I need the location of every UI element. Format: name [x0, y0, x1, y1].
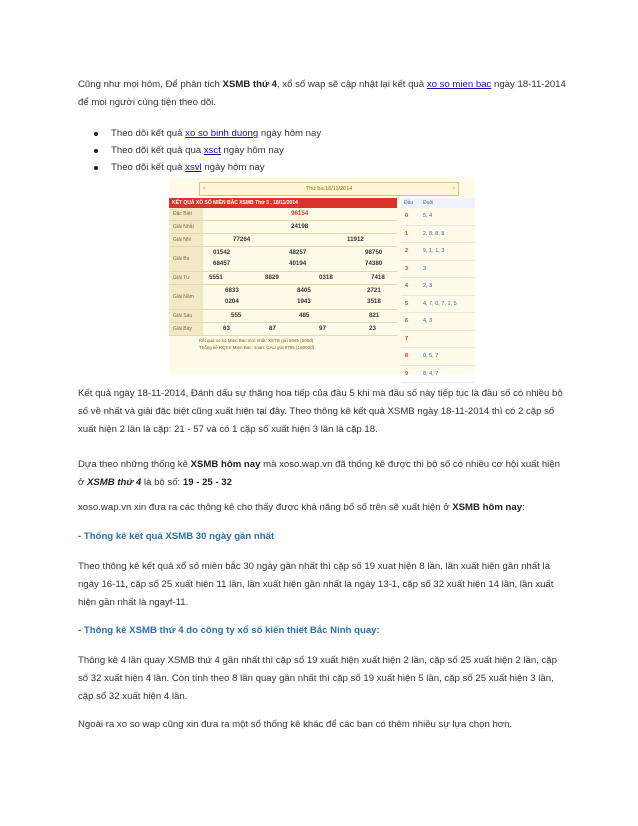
prize-number: 40194	[289, 260, 307, 267]
prize-label: Giải Năm	[169, 285, 203, 309]
table-row	[401, 313, 475, 331]
intro-text: Cũng như mọi hôm, Để phân tích	[78, 79, 223, 90]
date-bar	[199, 182, 459, 196]
paragraph-dua-theo	[78, 456, 568, 492]
text: mà xoso.wap.vn đã thống kê được thì bộ số có nhiều cơ hội xuất hiện ở	[78, 459, 560, 488]
duoi-digits: 4, 3	[423, 318, 433, 324]
prize-number: 24198	[291, 223, 309, 230]
prize-number: 2721	[367, 287, 381, 294]
dau-duoi-header	[401, 198, 475, 208]
table-row	[401, 278, 475, 296]
prize-label: Giải Nhì	[169, 234, 203, 246]
dau-digit: 7	[405, 335, 409, 342]
result-footer	[169, 336, 397, 351]
duoi-digits: 0, 5, 7	[423, 353, 439, 359]
prize-label: Giải Sáu	[169, 310, 203, 322]
prize-number: 87	[269, 325, 276, 332]
duoi-header: Đuôi	[423, 200, 434, 206]
duoi-digits: 8, 4, 7	[423, 370, 439, 377]
prize-number: 23	[369, 325, 376, 332]
result-date: Thứ ba,18/11/2014	[305, 186, 353, 192]
dau-digit: 9	[405, 370, 409, 377]
table-row	[401, 331, 475, 349]
list-item	[78, 159, 568, 176]
table-row	[169, 285, 397, 310]
dau-digit: 1	[405, 230, 409, 237]
paragraph-closing: Ngoài ra xo so wap cũng xin đưa ra một số thống kê khác để các bạn có thêm nhiều sự lựa chọn hơn.	[78, 719, 513, 730]
footer-line: Kết quả xo so Mien Bac mới nhất: XSTD gửi 8085 (500đ)	[199, 338, 314, 343]
bullet-text: ngày hôm nay	[220, 145, 284, 156]
text: là bộ số:	[141, 477, 183, 488]
bold-xsmb-thu-4: XSMB thứ 4	[86, 477, 142, 488]
paragraph-bac-ninh: Thông kê 4 lần quay XSMB thứ 4 gần nhất thì cặp số 19 xuất hiện xuất hiện 2 lần, cặp số 25 xuất hiện 2 lần, cặp số 32 xuất hiện 4 lần. Còn tính theo 8 lần quay gần nhất thì cặp số 19 xuất hiện 5 lần, cặp số 25 xuất hiện 3 lần, cặp số 32 xuất hiện 4 lần.	[78, 655, 557, 702]
table-row	[169, 323, 397, 336]
text: xoso.wap.vn xin đưa ra các thông kê cho thấy được khả năng bố số trên sẽ xuất hiện ở	[78, 502, 453, 513]
intro-bold-xsmb: XSMB thứ 4	[222, 79, 277, 90]
dau-digit: 8	[405, 353, 409, 359]
prize-label: Giải Ba	[169, 247, 203, 271]
prize-number: 98750	[365, 249, 383, 256]
result-table	[169, 198, 397, 351]
table-row	[169, 247, 397, 272]
prize-number: 5551	[209, 274, 223, 281]
section-heading-bac-ninh: - Thông kê XSMB thứ 4 do công ty xổ số kiến thiết Bắc Ninh quay:	[78, 625, 380, 636]
table-row	[401, 296, 475, 314]
bullet-text: ngày hôm nay	[258, 128, 322, 139]
prize-label: Giải Tư	[169, 272, 203, 284]
prize-number: 821	[369, 312, 380, 319]
link-xsct[interactable]: xsct	[203, 145, 221, 156]
dau-digit: 4	[405, 283, 409, 289]
paragraph-ket-qua: Kết quả ngày 18-11-2014, Đánh dấu sự thăng hoa tiếp của đầu 5 khi mà đầu số này tiếp tục là đầu số có nhiều bộ số về nhất và giải đặc biệt cũng xuất hiện tại đây. Theo thông kê kết quả XSMB ngày 18-11-2014 thì có 2 cặp số xuất hiện 2 lần là cặp: 21 - 57 và có 1 cặp số xuất hiện 3 lần là cặp 18.	[78, 388, 563, 435]
prize-number: 63	[223, 325, 230, 332]
table-row	[169, 221, 397, 234]
dau-digit: 0	[405, 213, 409, 219]
paragraph-xoso	[78, 499, 568, 517]
footer-line: Thống kê KQXS Mien Bac: soạn: CAU gửi 8785 (15000đ)	[199, 345, 315, 350]
table-row	[401, 366, 475, 384]
dau-duoi-table	[401, 198, 475, 383]
link-xo-so-binh-duong[interactable]: xo so binh duong	[185, 128, 259, 139]
prize-number: 3518	[367, 298, 381, 305]
dau-header: Đầu	[404, 200, 414, 206]
bullet-text: Theo dõi kết quả	[111, 128, 186, 139]
intro-text-3: ngày 18-11-2014 để mọi người cùng tiện theo dõi.	[78, 79, 566, 108]
dau-digit: 3	[405, 265, 409, 272]
table-row	[169, 208, 397, 221]
bold-xsmb-hom-nay: XSMB hôm nay	[452, 502, 523, 513]
prize-number: 8405	[297, 287, 311, 294]
duoi-digits: 2, 8, 8, 8	[423, 230, 445, 237]
dau-digit: 2	[405, 248, 409, 254]
duoi-digits: 5, 4	[423, 213, 433, 219]
bullet-text: Theo dõi kết quả qua	[111, 145, 204, 156]
table-row	[401, 348, 475, 366]
prize-label: Giải Nhất	[169, 221, 203, 233]
list-item	[78, 142, 568, 159]
prize-number: 11912	[347, 236, 364, 243]
prize-number: 96154	[291, 210, 309, 217]
link-xo-so-mien-bac[interactable]: xo so mien bac	[426, 79, 492, 90]
dau-digit: 5	[405, 300, 409, 307]
prize-number: 48257	[289, 249, 307, 256]
chevron-left-icon: ‹	[203, 185, 206, 192]
prize-number: 97	[319, 325, 326, 332]
table-row	[169, 310, 397, 323]
bullet-list	[78, 125, 568, 176]
prize-label: Đặc Biệt	[169, 208, 203, 220]
intro-paragraph	[78, 76, 568, 112]
prize-number: 8829	[265, 274, 279, 281]
table-row	[401, 208, 475, 226]
prize-number: 1943	[297, 298, 311, 305]
bold-xsmb-hom-nay: XSMB hôm nay	[190, 459, 261, 470]
lottery-result-image	[169, 178, 475, 377]
duoi-digits: 9, 1, 1, 3	[423, 248, 445, 254]
section-heading-30-days: - Thống kê kết quả XSMB 30 ngày gần nhất	[78, 531, 275, 542]
text: :	[522, 502, 525, 513]
prize-number: 68457	[213, 260, 231, 267]
table-row	[401, 226, 475, 244]
duoi-digits: 3	[423, 265, 427, 272]
prize-number: 0204	[225, 298, 239, 305]
dau-digit: 6	[405, 318, 409, 324]
result-banner: KẾT QUẢ XỔ SỐ MIỀN BẮC XSMB Thứ 3 , 18/11/2014	[169, 198, 397, 208]
prize-label: Giải Bảy	[169, 323, 203, 335]
prize-number: 77264	[233, 236, 251, 243]
duoi-digits: 4, 7, 0, 7, 1, 5	[423, 300, 457, 307]
table-row	[169, 272, 397, 285]
prize-number: 555	[231, 312, 242, 319]
bullet-text: ngày hôm nay	[201, 162, 265, 173]
prize-number: 74380	[365, 260, 383, 267]
list-item	[78, 125, 568, 142]
table-row	[169, 234, 397, 247]
chevron-right-icon: ›	[452, 185, 455, 192]
table-row	[401, 243, 475, 261]
table-row	[401, 261, 475, 279]
text: Dựa theo những thống kê	[78, 459, 191, 470]
intro-text-2: , xổ số wap sẽ cập nhật lại kết quả	[276, 79, 427, 90]
prize-number: 0318	[319, 274, 333, 281]
link-xsvl[interactable]: xsvl	[185, 162, 202, 173]
paragraph-30-days: Theo thông kê kết quả xổ số miền bắc 30 ngày gần nhất thì cặp số 19 xuat hiện 8 lần, lần xuất hiện gần nhất là ngày 16-11, cặp số 25 xuất hiện 11 lần, lần xuất hiện gần nhất là ngày 13-1, cặp số 32 xuất hiện 14 lần, lần xuất hiện gần nhất là ngayf-11.	[78, 561, 554, 608]
prize-number: 485	[299, 312, 310, 319]
prize-number: 6833	[225, 287, 239, 294]
duoi-digits: 2, 3	[423, 283, 433, 289]
bullet-text: Theo dõi kết quả	[111, 162, 186, 173]
bold-bo-so: 19 - 25 - 32	[182, 477, 232, 488]
prize-number: 01542	[213, 249, 231, 256]
prize-number: 7418	[371, 274, 385, 281]
